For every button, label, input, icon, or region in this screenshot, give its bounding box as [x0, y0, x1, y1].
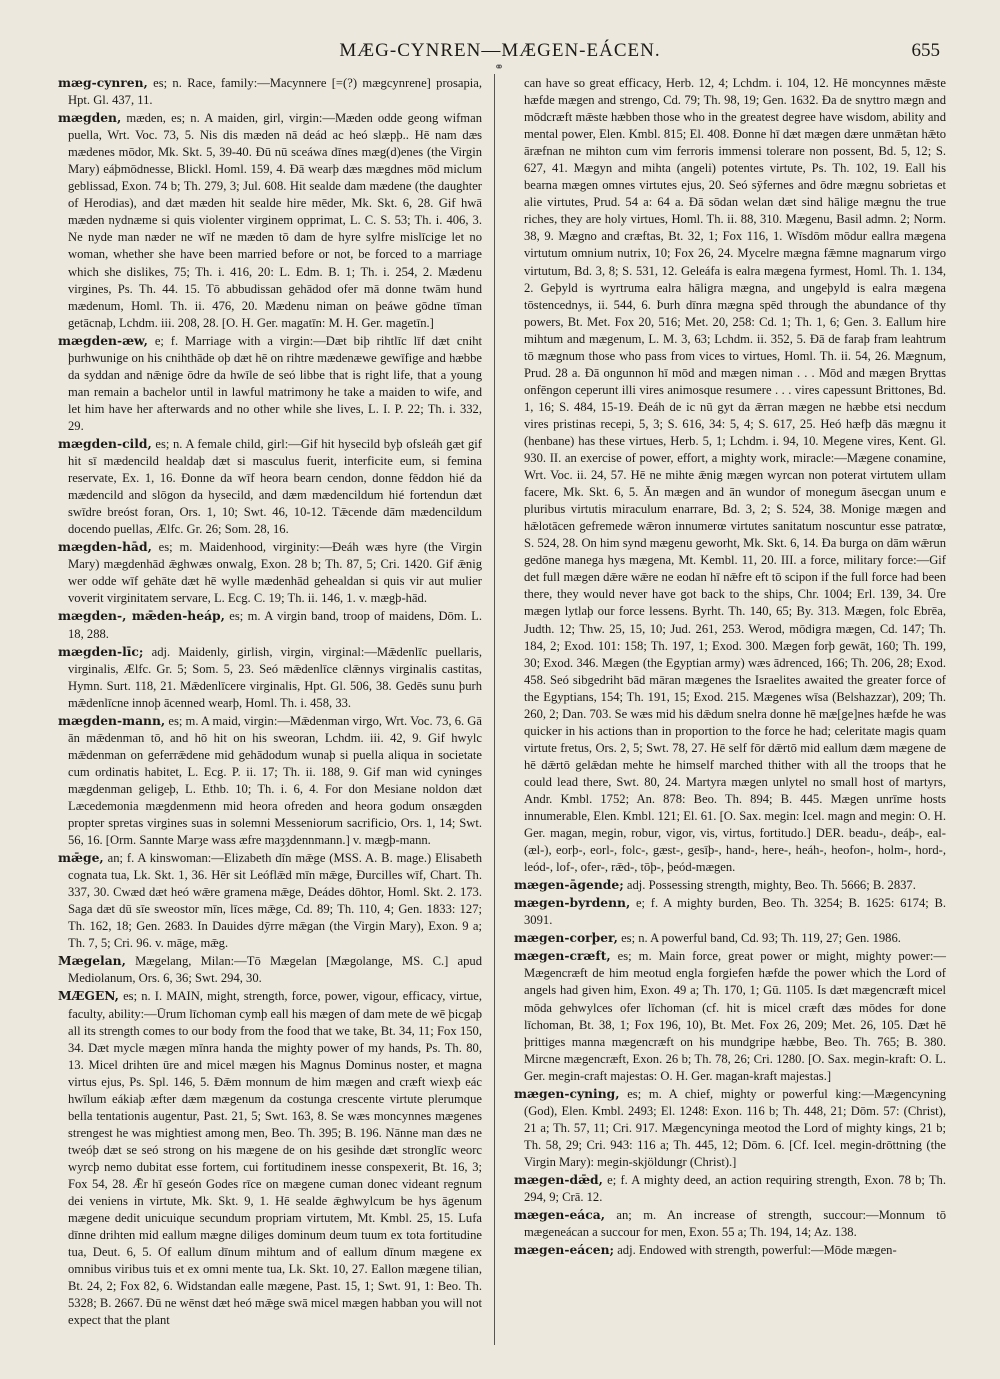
entry-definition: an; f. A kinswoman:—Elizabeth dīn mǣge (MSS. A. B. mage.) Elisabeth cognata tua, Lk. Skt. 1, 36. Hēr sit Leóflǣd mīn mǣge, Đurcilles wīf, Chart. Th. 337, 30. Cwæd dæt heó wǣre gramena mǣge, Deádes dōhtor, Homl. Skt. 2. 173. Saga dæt dū sīe sweostor mīn, līces mǣge, Cd. 89; Th. 110, 4; Gen. 1833: 127; Th. 162, 18; Gen. 2683. In Dauides dȳrre mǣgan (the Virgin Mary), Exon. 9 a; Th. 7, 5; Cri. 96. v. māge, mǣg. — [68, 851, 482, 951]
entry-definition: es; m. A virgin band, troop of maidens, Dōm. L. 18, 288. — [68, 609, 482, 641]
dictionary-entry — [58, 712, 482, 849]
entry-definition: adj. Endowed with strength, powerful:—Mōde mægen- — [614, 1243, 897, 1258]
dictionary-entry — [514, 947, 946, 1084]
entry-definition: e; f. A mighty deed, an action requiring strength, Exon. 78 b; Th. 294, 9; Crā. 12. — [524, 1173, 946, 1205]
entry-definition: es; m. A chief, mighty or powerful king:—Mægencyning (God), Elen. Kmbl. 2493; El. 1248: Exon. 116 b; Th. 448, 21; Dōm. 57: (Christ), 21 a; Th. 57, 11; Cri. 917. Mægencyninga meotod the Lord of mighty kings, 21 b; Th. 58, 29; Cri. 943: 116 a; Th. 445, 12; Dōm. 6. [Cf. Icel. megin-drōttning (the Virgin Mary): megin-skjöldungr (Christ).] — [524, 1086, 946, 1169]
entry-definition: adj. Maidenly, girlish, virgin, virginal:—Mǣdenlīc puellaris, virginalis, Ælfc. Gr. 5; Som. 5, 23. Seó mǣdenlīce clǣnnys virginalis castitas, Hymn. Surt. 118, 21. Mǣdenlīcere virginalis, Hpt. Gl. 506, 38. Gedēs sunu þurh mǣdenlīcne innoþ ācenned wearþ, Homl. Th. i. 458, 33. — [68, 644, 482, 710]
entry-headword: mægden-æw, — [58, 332, 148, 348]
dictionary-entry — [514, 74, 946, 876]
dictionary-entry — [58, 435, 482, 538]
column-divider — [494, 74, 495, 1345]
entry-headword: mægden-hād, — [58, 539, 152, 555]
dictionary-entry — [514, 1085, 946, 1171]
dictionary-entry — [58, 109, 482, 332]
entry-headword: MÆGEN, — [58, 988, 119, 1004]
dictionary-entry — [58, 538, 482, 607]
dictionary-entry — [58, 332, 482, 435]
page-number: 655 — [911, 40, 940, 61]
entry-headword: Mægelan, — [58, 953, 126, 969]
entry-definition: e; f. A mighty burden, Beo. Th. 3254; B. 1625: 6174; B. 3091. — [524, 896, 946, 928]
entry-headword: mægen-dǣd, — [514, 1172, 603, 1187]
dictionary-entry — [514, 1171, 946, 1206]
entry-headword: mægen-eáca, — [514, 1207, 605, 1223]
dictionary-entry — [58, 74, 482, 109]
dictionary-entry — [58, 849, 482, 952]
entry-definition: es; m. Maidenhood, virginity:—Đeáh wæs hyre (the Virgin Mary) mægdenhād ǣghwæs onwalg, Exon. 28 b; Th. 87, 5; Cri. 1420. Gif ǣnig wer odde wīf gehāte dæt hē wylle mædenhād gehealdan si quis vir aut mulier voverit virginitatem servare, L. Ecg. C. 19; Th. ii. 146, 1. v. mægþ-hād. — [68, 540, 482, 606]
dictionary-entry — [514, 1241, 946, 1259]
entry-definition: can have so great efficacy, Herb. 12, 4; Lchdm. i. 104, 12. Hē moncynnes mǣste hæfde mægen and strengo, Cd. 79; Th. 98, 19; Gen. 1632. Đa de snyttro mægn and mōdcræft mǣste hæbben those who in the greatest degree have wisdom, ability and mental power, Elen. Kmbl. 815; El. 408. Đonne hī dæt mægen dære unmǣtan hǣto āræfnan ne mihton cum vim ferroris immensi tolerare non possent, Bd. 5, 12; S. 627, 41. Mægyn and mihta (angeli) potentes virtute, Ps. Th. 102, 19. Eall his bearna mægen omnes virtutes ejus, 20. Seó sȳfernes and ōdre mægnu sobrietas et alie virtutes, Prud. 54 a: 64 a. Đā sōdan welan dæt sind hālige mægnu the true riches, they are holy virtues, Homl. Th. ii. 88, 310. Mægenu, Basil admn. 2; Norm. 38, 9. Mægno and cræftas, Bt. 32, 1; Fox 116, 1. Wīsdōm mōdur eallra mægena virtutum omnium nutrix, 10; Fox 26, 24. Mycelre mægna fǣmne magnarum virgo virtutum, Bd. 3, 8; S. 531, 12. Geleáfa is ealra mægena fyrmest, Homl. Th. 1. 134, 2. Geþyld is wyrtruma ealra hāligra mægna, and ungeþyld is ealra mægena tōstencednys, ii. 544, 6. Þurh dīnra mægna spēd through the abundance of thy powers, Bt. Met. Fox 20, 516; Met. 20, 258: Cd. 1; Th. 1, 6; Gen. 3. Eallum hire mihtum and mægenum, L. M. 3, 63; Lchdm. ii. 352, 5. Đā de faraþ fram leahtrum tō mægnum those who pass from vices to virtues, Homl. Th. ii. 54, 26. Mægnum, Prud. 28 a. Đā ongunnon hī mōd and mægen niman . . . Mōd and mægen Bryttas onfēngon ceperunt illi vires animosque resumere . . . vires capessunt Brittones, Bd. 1, 16; S. 484, 15-19. Đeáh de ic nū gyt da ǣrran mægen ne hæbbe etsi necdum vires pristinas recepi, 5, 3; S. 616, 34: 5, 4; S. 617, 25. Heó hæfþ dās mægnu it (henbane) has these virtues, Herb. 5, 1; Lchdm. i. 94, 10. Megene vires, Kent. Gl. 930. II. an exercise of power, effort, a mighty work, miracle:—Mægene conamine, Wrt. Voc. ii. 24, 57. Hē ne mihte ǣnig mægen wyrcan non poterat virtutem ullam facere, Mk. Skt. 6, 5. Ān mægen and ān wundor of monegum āsecgan unum e pluribus virtutis miraculum enarrare, Bd. 3, 2; S. 524, 38. Monige mægen and hǣlotācen gefremede wǣron innumerœ virtutes sanitatum noscuntur esse patratœ, S. 524, 28. On him synd mægenu geworht, Mk. Skt. 6, 14. Đa burga on dām wǣrun gedōne manega hys mægena, Mt. Kembl. 11, 20. III. a force, military force:—Gif det full mægen dǣre wǣre ne eodan hī nǣfre eft tō scipon if the full force had been there, they would never have got back to the ships, Chr. 1004; Erl. 139, 34. Ūre mægen lytlaþ our force lessens. Byrht. Th. 140, 65; By. 313. Mægen, folc Ebrēa, Judth. 12; Thw. 25, 15, 10; Jud. 261, 253. Werod, mōdigra mægen, Cd. 147; Th. 184, 2; Exod. 101: 158; Th. 197, 1; Exod. 300. Mægen forþ gewāt, 160; Th. 199, 30; Exod. 346. Mægen (the Egyptian army) wæs ādrenced, 166; Th. 206, 28; Exod. 458. Seó sibgedriht bād māran mægenes the Israelites awaited the greater force of the Egyptians, 154; Th. 191, 15; Exod. 215. Mægenes wīsa (Belshazzar), 209; Th. 260, 2; Dan. 703. Se wæs mid his dǣdum snelra donne hē mæ[ge]nes hæfde he was quicker in his actions than in proportion to the force he had; celeritate magis quam virtute fretus, Ors. 2, 5; Swt. 78, 27. Hē self fōr dǣrtō mid eallum dæm mægene de hē dǣrtō gelǣdan mehte he himself marched thither with all the troops that he could lead there, Swt. 80, 24. Martyra mægen unlytel no small host of martyrs, Andr. Kmbl. 1752; An. 878: Beo. Th. 894; B. 445. Mægen unrīme hosts innumerable, Elen. Kmbl. 121; El. 61. [O. Sax. megin: Icel. magn and megin: O. H. Ger. magan, megin, robur, vigor, vis, virtus, fortitudo.] DER. beadu-, deáþ-, eal-(æl-), eorþ-, eorl-, folc-, gæst-, gesīþ-, hand-, here-, heáh-, heofon-, holm-, hord-, leód-, lof-, ofer-, rǣd-, tōþ-, þeód-mægen. — [524, 76, 946, 875]
entry-headword: mǣge, — [58, 850, 104, 866]
entry-headword: mægen-cyning, — [514, 1085, 620, 1101]
dictionary-entry — [514, 1206, 946, 1241]
entry-headword: mæg-cynren, — [58, 75, 148, 90]
dictionary-entry — [514, 876, 946, 894]
column-ornament-icon: ⚭ — [494, 60, 505, 74]
entry-definition: an; m. An increase of strength, succour:—Monnum tō mægeneácan a succour for men, Exon. 55 a; Th. 194, 14; Az. 138. — [524, 1208, 946, 1240]
dictionary-entry — [58, 987, 482, 1329]
entry-definition: Mægelang, Milan:—Tō Mægelan [Mægolange, MS. C.] apud Mediolanum, Ors. 6, 36; Swt. 294, 30. — [68, 954, 482, 986]
dictionary-entry — [514, 894, 946, 929]
right-column — [514, 74, 946, 1259]
dictionary-entry — [58, 952, 482, 987]
entry-headword: mægen-byrdenn, — [514, 895, 631, 911]
left-column — [58, 74, 482, 1329]
entry-definition: es; n. A female child, girl:—Gif hit hysecild byþ ofsleáh gæt gif hit sī mædencild healdaþ dæt si masculus fuerit, interficite eum, si femina reservate, Ex. 1, 16. Đonne da wīf heora bearn cendon, donne fēddon hié da mædencild and slōgon da hysecild, and dæm mædencildum hié fortendun dæt swīdre breóst foran, Ors. 1, 10; Swt. 46, 10-12. Tǣcende dām mædencildum docendo puellas, Ælfc. Gr. 26; Som. 28, 16. — [68, 436, 482, 537]
dictionary-entry — [58, 643, 482, 712]
entry-definition: es; m. A maid, virgin:—Mǣdenman virgo, Wrt. Voc. 73, 6. Gā ān mǣdenman tō, and hō hit on his sweoran, Lchdm. iii. 42, 9. Gif hwylc mǣdenman on geferrǣdene mid gehādodum wunaþ si puella aliqua in societate cum ordinatis habitet, L. Ecg. P. ii. 17; Th. ii. 188, 9. Gif man wid cyninges mægdenman geligeþ, L. Ethb. 10; Th. i. 6, 4. For don Mesiane noldon dæt Læcedemonia mægdenmenn mid heora ofreden and heora godum onsægden propter spretas virgines suas in solemni Messeniorum sacrificio, Ors. 1, 14; Swt. 56, 16. [Orm. Sannte Marȝe wass æfre maȝȝdennmann.] v. mægþ-mann. — [68, 713, 482, 848]
entry-headword: mægen-corþer, — [514, 930, 618, 946]
entry-definition: e; f. Marriage with a virgin:—Dæt biþ rihtlīc līf dæt cniht þurhwunige on his cnihthāde oþ dæt hē on rihtre mædenæwe gewīfige and hæbbe da syddan and nǣnige ōdre da hwīle de seó libbe that is right life, that a young man remain a bachelor until in lawful matrimony he take a maiden to wife, and let him have her afterwards and no other while she lives, L. I. P. 22; Th. i. 332, 29. — [68, 333, 482, 433]
entry-headword: mægden-līc; — [58, 643, 144, 659]
entry-headword: mægen-eácen; — [514, 1242, 615, 1258]
entry-definition: es; n. I. MAIN, might, strength, force, power, vigour, efficacy, virtue, faculty, ability:—Ūrum līchoman cymþ eall his mægen of dam mete de wē þicgaþ all its strength comes to our body from the food that we take, Bt. 34, 11; Fox 150, 34. Dæt mycle mægen mīnra handa the mighty power of my hands, Ps. Th. 80, 13. Micel drihten ūre and micel mægen his Magnus Dominus noster, et magna virtus ejus, Ps. Spl. 146, 5. Đǣm monnum de him mægen and cræft wiexþ eác hwīlum eákiaþ æfter dæm mægenum da costunga crescente virtute plerumque bella tentationis augentur, Past. 21, 5; Swt. 163, 8. Se wæs moncynnes mægenes strengest he was mightiest among men, Beo. Th. 395; B. 196. Nānne man dæs ne tweóþ dæt se seó strong on his mægene de on his gesihde dæt stronglīc weorc wyrcþ nemo dubitat esse fortem, cui fortitudinem inesse conspexerit, Bt. 16, 3; Fox 54, 28. Ǣr hī geseón Godes rīce on mægene cuman donec videant regnum dei veniens in virtute, Mk. Skt. 9, 1. Hē sealde ǣghwylcum be hys āgenum mægene dedit unicuique secundum propriam virtutem, Mt. Kmbl. 25, 15. Lufa dīnne drihten mid eallum mægne diliges dominum deum tuum ex tota fortitudine tua, Deut. 6, 5. Of eallum dīnum mihtum and of eallum dīnum mægene ex omnibus viribus tuis et ex omni mente tua, Lk. Skt. 10, 27. Eallon mægene tilian, Bt. 24, 2; Fox 82, 6. Widstandan ealle mægene, Past. 15, 1; Swt. 91, 1: Beo. Th. 5328; B. 2667. Đū ne wēnst dæt heó mǣge swā micel mægen habban you will not expect that the plant — [68, 989, 482, 1328]
entry-definition: adj. Possessing strength, mighty, Beo. Th. 5666; B. 2837. — [623, 878, 916, 893]
running-head: MÆG-CYNREN—MÆGEN-EÁCEN. — [339, 40, 661, 61]
entry-definition: mæden, es; n. A maiden, girl, virgin:—Mæden odde geong wifman puella, Wrt. Voc. 73, 5. Nis dis mæden nā deád ac heó slæpþ.. Hē nam dæs mædenes mōdor, Mk. Skt. 5, 39-40. Đū nū sceáwa dīnes mæg(d)enes (the Virgin Mary) eáþmōdnesse, Blickl. Homl. 159, 4. Đā wearþ dæs mægdnes mōd miclum geblissad, Exon. 74 b; Th. 279, 3; Jul. 608. Hit sealde dam mædene (the daughter of Herodias), and dæt mæden hit sealde hire mēder, Mk. Skt. 6, 28. Gif hwā mæden nydnæme si quis violenter virginem opprimat, L. C. S. 53; Th. i. 406, 3. Ne nyde man næder ne wīf ne mæden tō dam de hyre sylfre mislīcige let no woman, whether she have been married before or not, be forced to a marriage which she dislikes, 75; Th. i. 416, 20: L. Edm. B. 1; Th. i. 254, 2. Mædenu virgines, Ps. Th. 44. 15. Tō abbudissan gehādod ofer mā donne twām hund mædenum, Homl. Th. ii. 476, 20. Mædenu niman on þeáwe gōdne tīman getācnaþ, Lchdm. iii. 208, 28. [O. H. Ger. magatīn: M. H. Ger. magetīn.] — [68, 111, 482, 330]
entry-definition: es; n. Race, family:—Macynnere [=(?) mægcynrene] prosapia, Hpt. Gl. 437, 11. — [68, 76, 482, 108]
entry-headword: mægden-mann, — [58, 712, 166, 728]
entry-headword: mægden, — [58, 110, 122, 126]
dictionary-entry — [514, 929, 946, 947]
entry-headword: mægden-cild, — [58, 435, 152, 451]
entry-headword: mægden-, mǣden-heáp, — [58, 608, 225, 624]
entry-definition: es; m. Main force, great power or might, mighty power:—Mægencræft de him meotud engla forgiefen hæfde the power which the Lord of angels had given him, Exon. 49 a; Th. 170, 1; Gū. 1105. Is dæt mægencræft micel mōda gehwylces ofer līchoman (cf. hit is micel cræft dæs mōdes for done līchoman, Bt. 38, 1; Fox 196, 10), Bt. Met. Fox 26, 209; Met. 26, 105. Dæt hē þrittiges manna mægencræft on his mundgripe hæbbe, Beo. Th. 765; B. 380. Mircne mægencræft, Exon. 26 b; Th. 78, 26; Cri. 1280. [O. Sax. megin-kraft: O. L. Ger. megin-craft majestas: O. H. Ger. magan-kraft majestas.] — [524, 949, 946, 1083]
entry-definition: es; n. A powerful band, Cd. 93; Th. 119, 27; Gen. 1986. — [617, 931, 901, 946]
dictionary-entry — [58, 607, 482, 642]
entry-headword: mægen-āgende; — [514, 877, 624, 893]
entry-headword: mægen-cræft, — [514, 948, 611, 964]
